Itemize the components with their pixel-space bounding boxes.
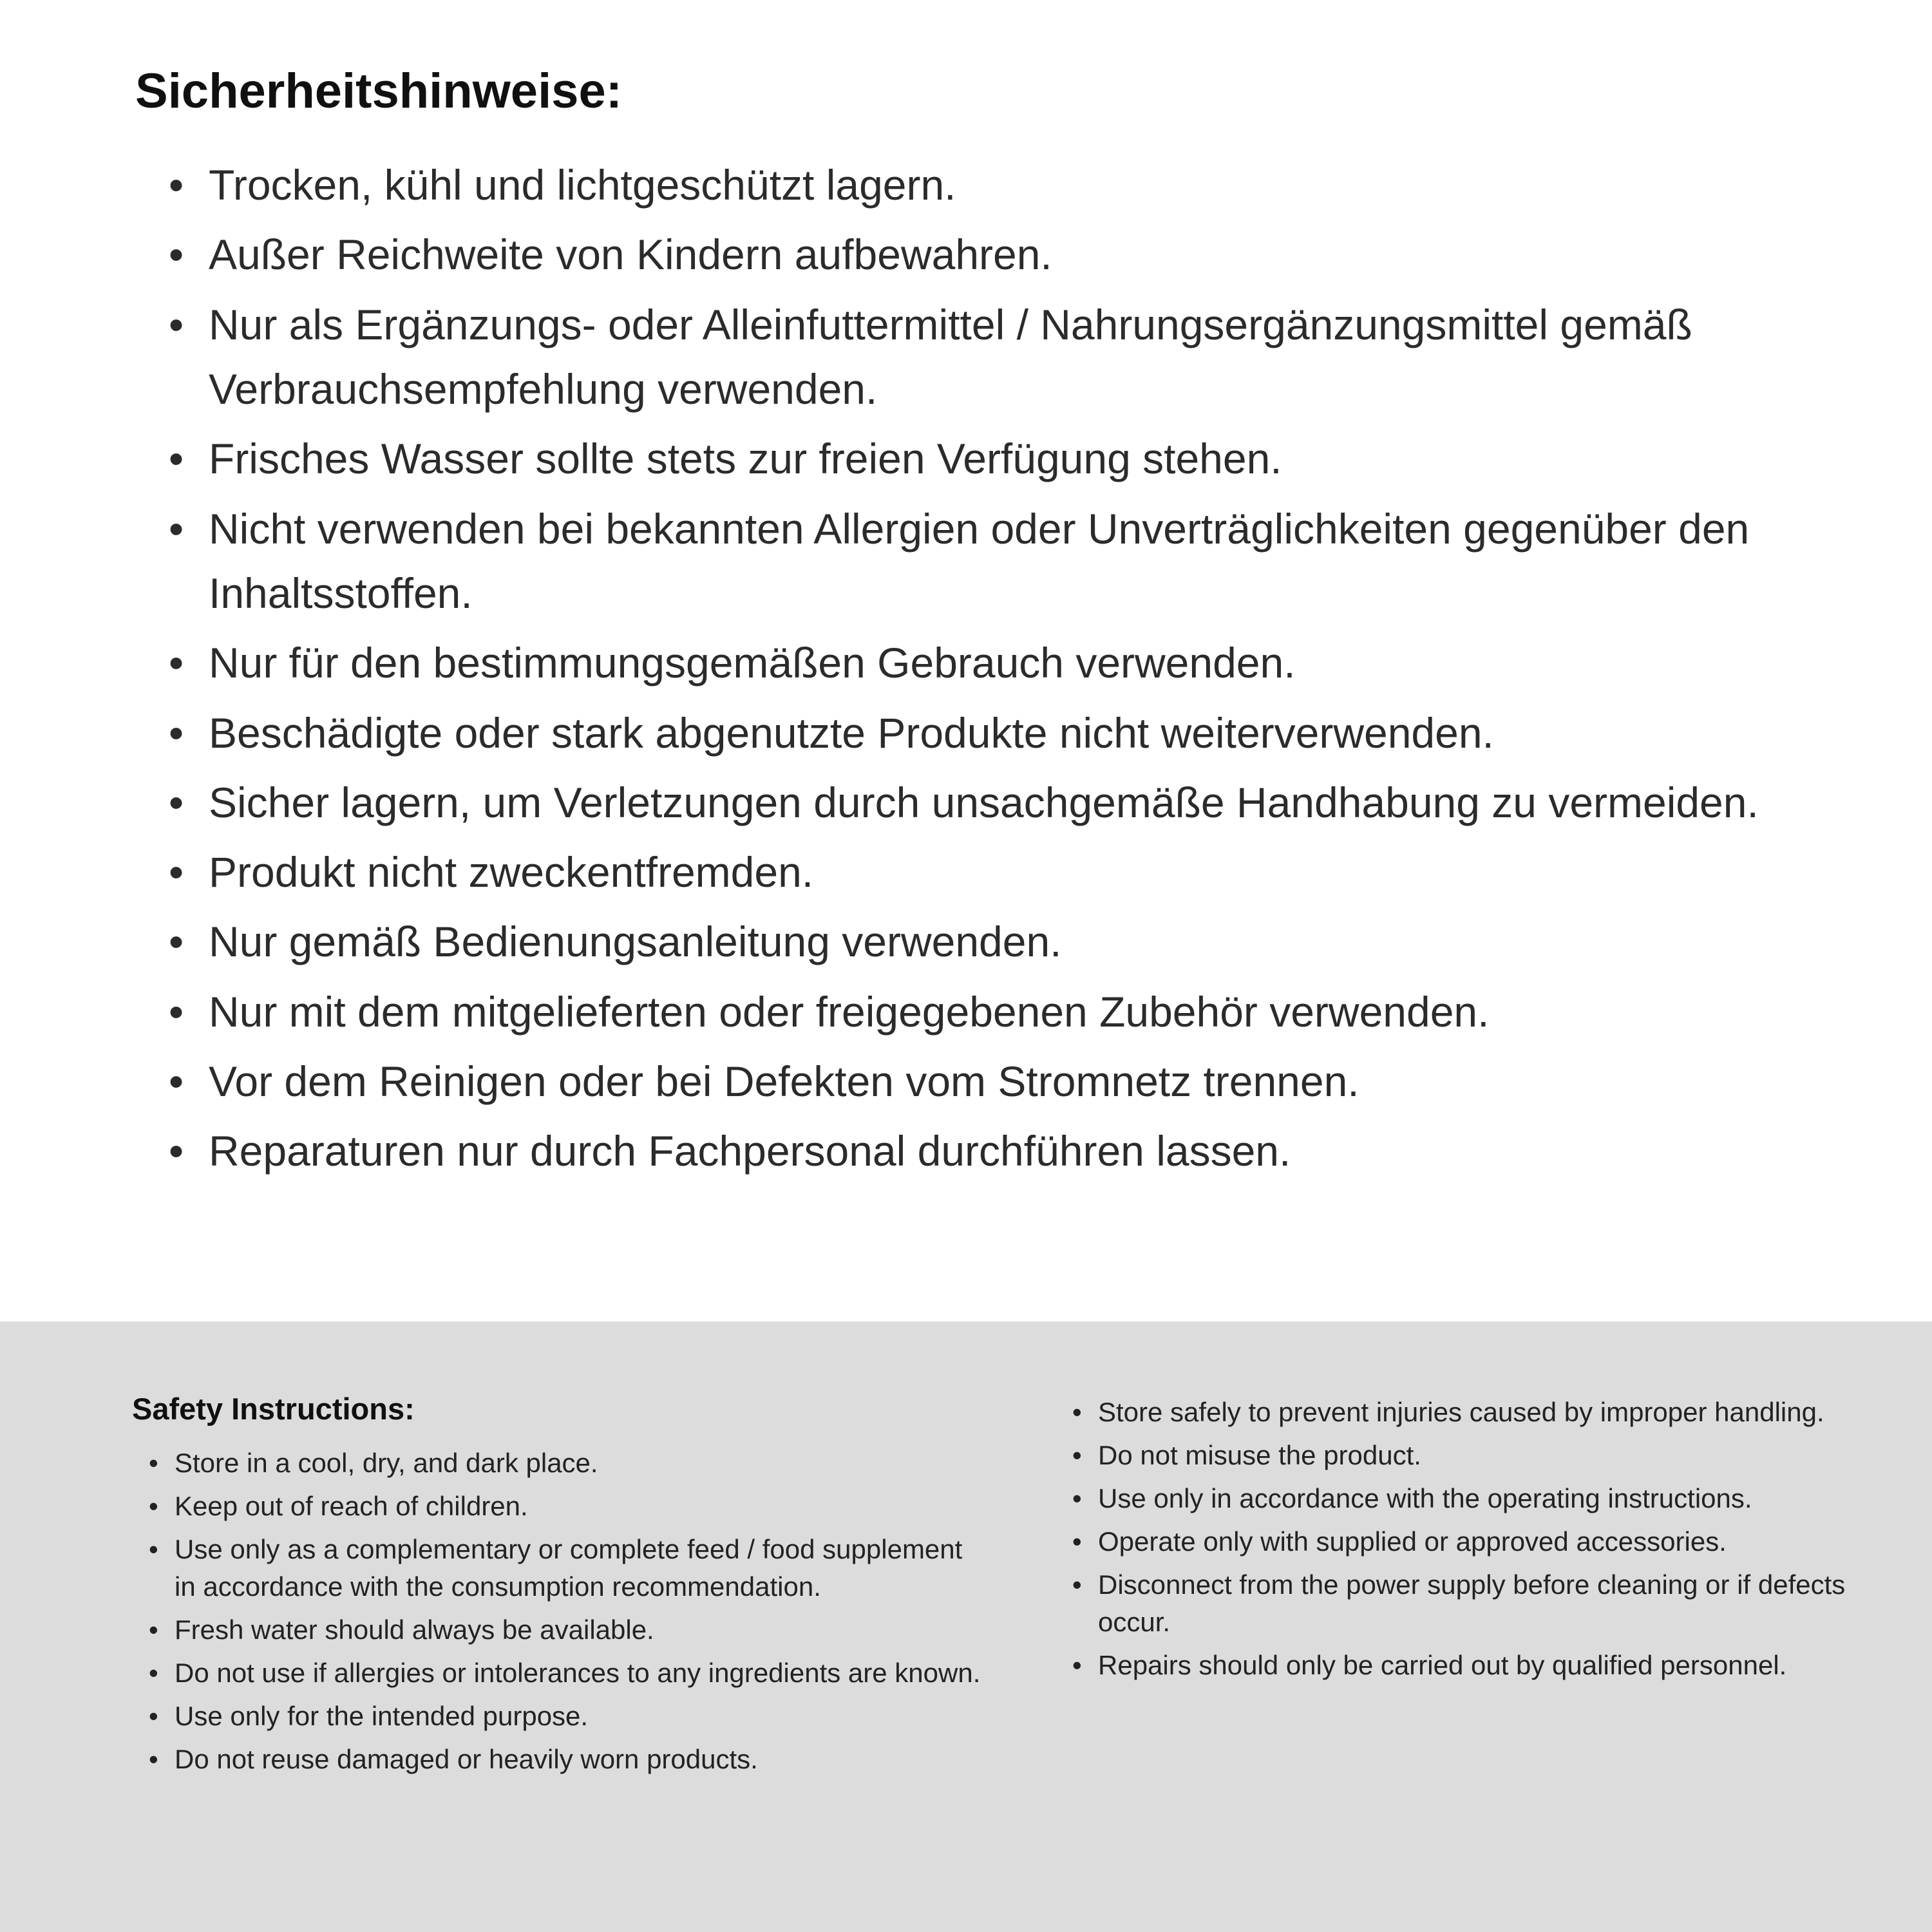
list-item-text: Do not use if allergies or intolerances to any ingredients are known. [175, 1657, 981, 1688]
list-item [1072, 1647, 1855, 1684]
list-item-text: Keep out of reach of children. [175, 1490, 528, 1521]
list-item [149, 1488, 989, 1525]
list-item [1072, 1394, 1855, 1431]
english-section-title: Safety Instructions: [132, 1392, 415, 1426]
list-item-text: Fresh water should always be available. [175, 1614, 654, 1645]
list-item-text: Store in a cool, dry, and dark place. [175, 1448, 598, 1478]
bullet-marker: • [149, 1490, 158, 1521]
list-item [169, 222, 1766, 287]
list-item [169, 701, 1766, 765]
bullet-marker: • [169, 848, 184, 896]
list-item-text: Nur gemäß Bedienungsanleitung verwenden. [209, 918, 1062, 966]
bullet-marker: • [169, 504, 184, 553]
list-item [1072, 1523, 1855, 1560]
list-item [149, 1741, 989, 1778]
list-item [169, 292, 1766, 422]
bullet-marker: • [149, 1743, 158, 1774]
list-item [1072, 1437, 1855, 1474]
english-left-column [132, 1391, 989, 1932]
bullet-marker: • [149, 1448, 158, 1478]
list-item-text: Beschädigte oder stark abgenutzte Produkte nicht weiterverwenden. [209, 708, 1494, 757]
list-item [169, 980, 1766, 1044]
bullet-marker: • [169, 778, 184, 826]
list-item [1072, 1566, 1855, 1641]
bullet-marker: • [149, 1657, 158, 1688]
bullet-marker: • [169, 1057, 184, 1106]
list-item [169, 630, 1766, 695]
list-item-text: Use only as a complementary or complete feed / food supplement in accordance with the consumption recommendation. [175, 1533, 963, 1602]
german-instruction-list [135, 153, 1855, 1184]
bullet-marker: • [1072, 1526, 1082, 1557]
list-item-text: Produkt nicht zweckentfremden. [209, 848, 814, 896]
list-item-text: Use only in accordance with the operating instructions. [1098, 1482, 1752, 1513]
english-instruction-list-left [132, 1444, 989, 1778]
list-item-text: Nur mit dem mitgelieferten oder freigegebenen Zubehör verwenden. [209, 987, 1490, 1036]
list-item [149, 1611, 989, 1649]
bullet-marker: • [169, 639, 184, 687]
list-item-text: Repairs should only be carried out by qualified personnel. [1098, 1649, 1787, 1680]
english-section [0, 1321, 1932, 1932]
bullet-marker: • [169, 987, 184, 1036]
list-item [169, 1049, 1766, 1113]
bullet-marker: • [1072, 1397, 1082, 1427]
english-instruction-list-right [1072, 1394, 1855, 1684]
list-item-text: Vor dem Reinigen oder bei Defekten vom Stromnetz trennen. [209, 1057, 1359, 1106]
list-item [169, 909, 1766, 974]
german-section-title: Sicherheitshinweise: [135, 64, 623, 118]
english-right-column [1072, 1391, 1855, 1932]
bullet-marker: • [169, 918, 184, 966]
list-item [149, 1531, 989, 1605]
bullet-marker: • [149, 1614, 158, 1645]
list-item-text: Sicher lagern, um Verletzungen durch unsachgemäße Handhabung zu vermeiden. [209, 778, 1759, 826]
bullet-marker: • [1072, 1439, 1082, 1470]
bullet-marker: • [169, 435, 184, 483]
list-item-text: Do not misuse the product. [1098, 1439, 1421, 1470]
list-item-text: Operate only with supplied or approved accessories. [1098, 1526, 1727, 1557]
list-item-text: Nur für den bestimmungsgemäßen Gebrauch verwenden. [209, 639, 1296, 687]
bullet-marker: • [169, 231, 184, 279]
list-item [169, 153, 1766, 217]
list-item-text: Außer Reichweite von Kindern aufbewahren. [209, 231, 1052, 279]
list-item-text: Disconnect from the power supply before cleaning or if defects occur. [1098, 1569, 1846, 1637]
bullet-marker: • [1072, 1569, 1082, 1600]
list-item [169, 840, 1766, 904]
bullet-marker: • [169, 1127, 184, 1175]
bullet-marker: • [169, 708, 184, 757]
list-item [149, 1654, 989, 1692]
list-item [169, 497, 1766, 626]
list-item [1072, 1480, 1855, 1517]
list-item-text: Do not reuse damaged or heavily worn products. [175, 1743, 758, 1774]
list-item-text: Use only for the intended purpose. [175, 1700, 589, 1731]
list-item-text: Trocken, kühl und lichtgeschützt lagern. [209, 161, 956, 209]
bullet-marker: • [169, 161, 184, 209]
list-item [169, 426, 1766, 491]
bullet-marker: • [1072, 1649, 1082, 1680]
list-item [149, 1698, 989, 1735]
list-item-text: Frisches Wasser sollte stets zur freien Verfügung stehen. [209, 435, 1282, 483]
bullet-marker: • [149, 1700, 158, 1731]
list-item-text: Nur als Ergänzungs- oder Alleinfuttermittel / Nahrungsergänzungsmittel gemäß Verbrauchsempfehlung verwenden. [209, 300, 1692, 413]
bullet-marker: • [169, 300, 184, 348]
bullet-marker: • [1072, 1482, 1082, 1513]
list-item-text: Reparaturen nur durch Fachpersonal durchführen lassen. [209, 1127, 1291, 1175]
list-item-text: Nicht verwenden bei bekannten Allergien oder Unverträglichkeiten gegenüber den Inhaltsstoffen. [209, 504, 1750, 617]
bullet-marker: • [149, 1533, 158, 1564]
list-item [149, 1444, 989, 1482]
list-item [169, 770, 1766, 835]
list-item-text: Store safely to prevent injuries caused by improper handling. [1098, 1397, 1824, 1427]
list-item [169, 1119, 1766, 1183]
